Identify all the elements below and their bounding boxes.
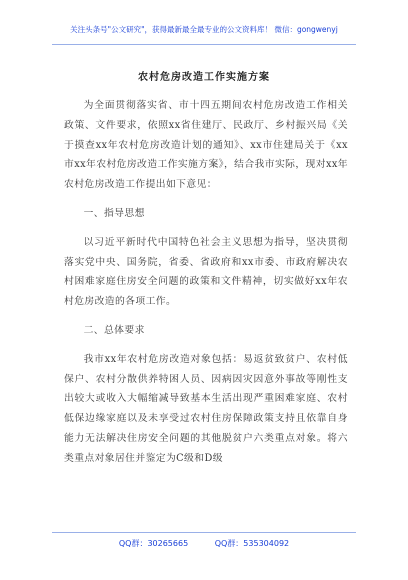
section-heading-guiding-ideology: 一、指导思想 <box>83 207 145 219</box>
header-banner: 关注头条号"公文研究"，获得最新最全最专业的公文资料库！ 微信：gongwenyj <box>70 25 338 34</box>
footer <box>0 538 408 549</box>
section-heading-overall-requirements: 二、总体要求 <box>83 324 145 336</box>
footer-divider <box>52 532 356 533</box>
document-body <box>64 96 348 469</box>
footer-qq-group-1: QQ群：30265665 <box>118 539 189 548</box>
header-divider <box>52 44 356 45</box>
section-text-overall-requirements: 我市xx年农村危房改造对象包括：易返贫致贫户、农村低保户、农村分散供养特困人员、因病因灾因意外事故等刚性支出较大或收入大幅缩减导致基本生活出现严重困难家庭、农村低保边缘家庭以及未享受过农村住房保障政策支持且依靠自身能力无法解决住房安全问题的其他脱贫户六类重点对象。将六类重点对象居住并鉴定为C级和D级 <box>64 353 348 464</box>
section-text-guiding-ideology: 以习近平新时代中国特色社会主义思想为指导，坚决贯彻落实党中央、国务院，省委、省政府和xx市委、市政府解决农村困难家庭住房安全问题的政策和文件精神，切实做好xx年农村危房改造的各项工作。 <box>64 236 348 308</box>
footer-qq-group-2: QQ群：535304092 <box>214 539 290 548</box>
intro-paragraph: 为全面贯彻落实省、市十四五期间农村危房改造工作相关政策、文件要求，依照xx省住建厅、民政厅、乡村振兴局《关于摸查xx年农村危房改造计划的通知》、xx市住建局关于《xx市xx年农村危房改造工作实施方案》，结合我市实际，现对xx年农村危房改造工作提出如下意见： <box>64 100 348 191</box>
document-title: 农村危房改造工作实施方案 <box>138 72 270 83</box>
